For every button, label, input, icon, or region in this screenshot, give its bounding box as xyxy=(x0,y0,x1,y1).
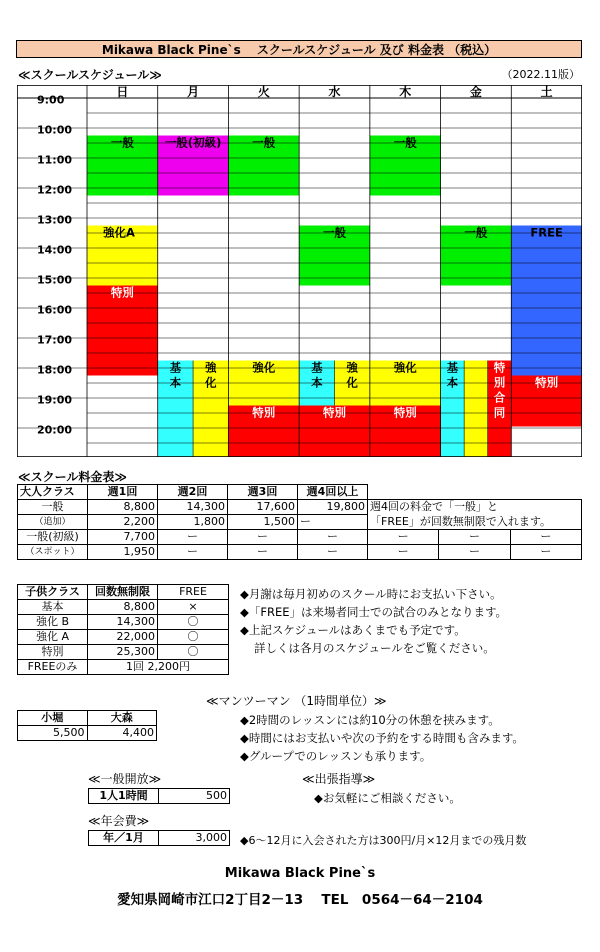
table-row xyxy=(18,485,582,500)
annual-note: ◆6～12月に入会された方は300円/月×12月までの残月数 xyxy=(240,834,527,847)
fee-header-cell: 週4回以上 xyxy=(298,485,368,500)
kids-cell: 〇 xyxy=(158,630,229,645)
fee-note: 「FREE」が回数無制限で入れます。 xyxy=(368,515,582,530)
schedule-heading: ≪スクールスケジュール≫ xyxy=(18,68,162,82)
fee-cell: ー xyxy=(298,530,368,545)
fee-cell: ー xyxy=(510,530,581,545)
block-label: 特別 xyxy=(323,405,346,420)
fee-cell: 一般 xyxy=(18,500,88,515)
annual-price: 3,000 xyxy=(159,831,230,846)
block-label: 化 xyxy=(205,375,217,390)
block-label: 別 xyxy=(493,375,506,390)
note-line: ◆月謝は毎月初めのスクール時にお支払い下さい。 xyxy=(240,587,502,601)
open-fee-table xyxy=(88,788,230,804)
fee-header-cell: 週3回 xyxy=(228,485,298,500)
fee-cell: ー xyxy=(228,545,298,560)
note-line: 詳しくは各月のスケジュールをご覧ください。 xyxy=(254,641,495,655)
annual-label: 年／1月 xyxy=(89,831,159,846)
open-label: 1人1時間 xyxy=(89,789,159,804)
fee-header-cell: 週2回 xyxy=(158,485,228,500)
dispatch-note: ◆お気軽にご相談ください。 xyxy=(314,791,461,805)
kids-cell: 〇 xyxy=(158,645,229,660)
block-label: 基 xyxy=(446,360,459,375)
fee-cell: ー xyxy=(228,530,298,545)
fee-cell: 8,800 xyxy=(88,500,158,515)
day-header: 火 xyxy=(257,85,270,99)
kids-cell: 強化 B xyxy=(18,615,88,630)
table-row xyxy=(18,515,582,530)
time-label: 12:00 xyxy=(37,183,73,197)
block-label: 化 xyxy=(346,375,358,390)
block-label: 一般 xyxy=(252,135,276,150)
block-label: 基 xyxy=(311,360,323,375)
time-label: 14:00 xyxy=(37,243,73,257)
day-header: 日 xyxy=(116,85,129,99)
block-label: 強化 xyxy=(393,360,417,375)
private-heading: ≪マンツーマン （1時間単位）≫ xyxy=(206,694,387,708)
fee-cell: 14,300 xyxy=(158,500,228,515)
schedule-block xyxy=(464,361,488,457)
fees-heading: ≪スクール料金表≫ xyxy=(18,470,127,484)
fee-cell: 一般(初級) xyxy=(18,530,88,545)
block-label: 本 xyxy=(446,375,459,390)
table-row xyxy=(18,600,229,615)
fee-cell: 2,200 xyxy=(88,515,158,530)
day-header: 木 xyxy=(399,85,412,99)
page-title: Mikawa Black Pine`s スクールスケジュール 及び 料金表 （税込） xyxy=(16,40,582,58)
time-label: 17:00 xyxy=(37,333,73,347)
block-label: FREE xyxy=(530,225,563,240)
fee-header-cell: 週1回 xyxy=(88,485,158,500)
table-row xyxy=(18,545,582,560)
fee-cell: ー xyxy=(298,515,368,530)
kids-cell: 特別 xyxy=(18,645,88,660)
coach-name: 小堀 xyxy=(18,711,88,726)
block-label: 特別 xyxy=(110,285,134,300)
fee-cell: （スポット） xyxy=(18,545,88,560)
table-row xyxy=(18,615,229,630)
kids-cell: 1回 2,200円 xyxy=(88,660,229,675)
kids-header-cell: FREE xyxy=(158,585,229,600)
fee-cell: 1,950 xyxy=(88,545,158,560)
block-label: 一般 xyxy=(323,225,346,240)
coach-price: 4,400 xyxy=(87,726,157,741)
open-price: 500 xyxy=(159,789,230,804)
fee-cell: ー xyxy=(439,530,510,545)
table-row xyxy=(18,645,229,660)
day-header: 土 xyxy=(540,85,553,99)
block-label: 強 xyxy=(205,360,217,375)
fee-cell: ー xyxy=(298,545,368,560)
block-label: 強化 xyxy=(252,360,276,375)
schedule-grid xyxy=(17,85,582,457)
block-label: 強化A xyxy=(103,225,135,240)
coach-price: 5,500 xyxy=(18,726,88,741)
note-line: ◆上記スケジュールはあくまでも予定です。 xyxy=(240,623,466,637)
adult-fee-table xyxy=(17,484,582,560)
block-label: 特 xyxy=(493,360,506,375)
kids-cell: 14,300 xyxy=(88,615,158,630)
kids-cell: 基本 xyxy=(18,600,88,615)
fee-cell: 7,700 xyxy=(88,530,158,545)
fee-cell: ー xyxy=(158,545,228,560)
dispatch-heading: ≪出張指導≫ xyxy=(302,772,376,786)
block-label: 本 xyxy=(169,375,182,390)
open-heading: ≪一般開放≫ xyxy=(88,772,162,786)
fee-cell: 19,800 xyxy=(298,500,368,515)
time-label: 13:00 xyxy=(37,213,73,227)
fee-cell: ー xyxy=(439,545,510,560)
time-label: 18:00 xyxy=(37,363,73,377)
block-label: 特別 xyxy=(252,405,276,420)
table-row xyxy=(18,726,157,741)
time-label: 20:00 xyxy=(37,423,73,437)
kids-cell: 8,800 xyxy=(88,600,158,615)
day-header: 金 xyxy=(469,85,482,99)
block-label: 一般 xyxy=(393,135,417,150)
table-row xyxy=(89,789,230,804)
time-label: 16:00 xyxy=(37,303,73,317)
block-label: 本 xyxy=(311,375,323,390)
day-header: 月 xyxy=(187,85,200,99)
kids-header-cell: 回数無制限 xyxy=(88,585,158,600)
kids-cell: 強化 A xyxy=(18,630,88,645)
private-fee-table xyxy=(17,710,157,741)
kids-cell: 25,300 xyxy=(88,645,158,660)
fee-cell: ー xyxy=(368,545,439,560)
time-label: 19:00 xyxy=(37,393,73,407)
day-header: 水 xyxy=(328,85,341,99)
note-line: ◆「FREE」は来場者同士での試合のみとなります。 xyxy=(240,605,508,619)
block-label: 一般(初級) xyxy=(164,135,222,150)
kids-cell: FREEのみ xyxy=(18,660,88,675)
block-label: 強 xyxy=(346,360,358,375)
annual-fee-table xyxy=(88,830,230,846)
block-label: 同 xyxy=(493,405,506,420)
footer-name: Mikawa Black Pine`s xyxy=(224,866,376,881)
private-note: ◆2時間のレッスンには約10分の休憩を挟みます。 xyxy=(240,713,500,727)
fee-cell: ー xyxy=(368,530,439,545)
table-row xyxy=(18,711,157,726)
fee-cell: （追加） xyxy=(18,515,88,530)
kids-cell: 22,000 xyxy=(88,630,158,645)
footer-address: 愛知県岡崎市江口2丁目2－13 TEL 0564－64－2104 xyxy=(117,892,483,908)
annual-heading: ≪年会費≫ xyxy=(88,814,150,828)
kids-cell: 〇 xyxy=(158,615,229,630)
kids-header-cell: 子供クラス xyxy=(18,585,88,600)
fee-cell: 17,600 xyxy=(228,500,298,515)
time-label: 11:00 xyxy=(37,153,73,167)
table-row xyxy=(18,660,229,675)
block-label: 特別 xyxy=(393,405,417,420)
fee-header-cell: 大人クラス xyxy=(18,485,88,500)
fee-note: 週4回の料金で「一般」と xyxy=(368,500,582,515)
block-label: 合 xyxy=(493,390,506,405)
block-label: 一般 xyxy=(464,225,488,240)
table-row xyxy=(18,585,229,600)
fee-cell: ー xyxy=(158,530,228,545)
schedule-version: （2022.11版） xyxy=(501,68,580,81)
fee-cell: 1,500 xyxy=(228,515,298,530)
block-label: 基 xyxy=(169,360,182,375)
fee-cell: ー xyxy=(510,545,581,560)
block-label: 一般 xyxy=(110,135,134,150)
time-label: 9:00 xyxy=(37,93,65,107)
table-row xyxy=(18,500,582,515)
time-label: 10:00 xyxy=(37,123,73,137)
table-row xyxy=(18,630,229,645)
block-label: 特別 xyxy=(535,375,559,390)
private-note: ◆時間にはお支払いや次の予約をする時間も含みます。 xyxy=(240,731,524,745)
fee-cell: 1,800 xyxy=(158,515,228,530)
kids-cell: × xyxy=(158,600,229,615)
kids-fee-table xyxy=(17,584,229,675)
private-note: ◆グループでのレッスンも承ります。 xyxy=(240,749,432,763)
time-label: 15:00 xyxy=(37,273,73,287)
coach-name: 大森 xyxy=(87,711,157,726)
table-row xyxy=(18,530,582,545)
table-row xyxy=(89,831,230,846)
